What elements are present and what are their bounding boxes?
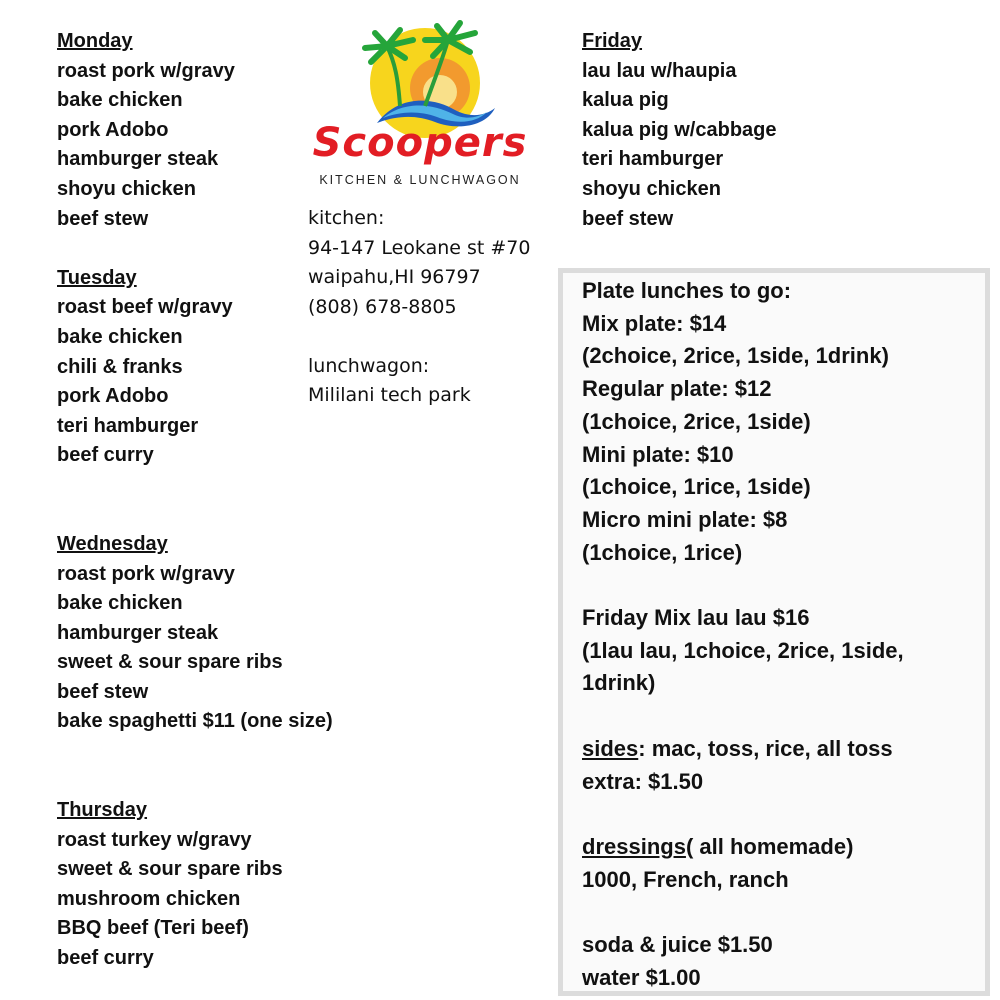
micro-plate-desc: (1choice, 1rice) [582,539,743,565]
menu-item: bake chicken [57,592,183,615]
mini-plate: Mini plate: $10 [582,441,734,467]
logo-name: Scoopers [312,120,528,166]
water-price: water $1.00 [582,964,701,990]
menu-item: kalua pig w/cabbage [582,118,777,141]
lunchwagon-label: lunchwagon: [308,354,430,377]
menu-item: pork Adobo [57,118,169,141]
mini-plate-desc: (1choice, 1rice, 1side) [582,474,811,500]
menu-friday-column [582,27,777,234]
micro-plate: Micro mini plate: $8 [582,506,788,532]
menu-left-column [57,27,333,974]
menu-item: bake spaghetti $11 (one size) [57,710,333,733]
regular-plate-desc: (1choice, 2rice, 1side) [582,408,811,434]
day-heading-tuesday: Tuesday [57,266,137,289]
plate-lunch-box [558,268,990,996]
dressings-list: 1000, French, ranch [582,866,789,892]
menu-item: beef curry [57,947,154,970]
menu-item: hamburger steak [57,621,219,644]
day-heading-wednesday: Wednesday [57,532,168,555]
friday-mix-desc-cont: 1drink) [582,670,656,696]
menu-item: teri hamburger [57,414,199,437]
menu-item: roast pork w/gravy [57,59,235,82]
menu-item: bake chicken [57,325,183,348]
menu-item: mushroom chicken [57,887,241,910]
sides-label: sides [582,735,639,761]
friday-mix-desc: (1lau lau, 1choice, 2rice, 1side, [582,637,904,663]
menu-item: beef curry [57,444,154,467]
menu-item: pork Adobo [57,385,169,408]
logo-subtitle: KITCHEN & LUNCHWAGON [319,173,521,187]
phone-number: (808) 678-8805 [308,295,457,318]
menu-item: sweet & sour spare ribs [57,651,283,674]
day-heading-friday: Friday [582,30,643,52]
menu-item: teri hamburger [582,148,724,171]
menu-item: shoyu chicken [57,177,196,200]
menu-item: sweet & sour spare ribs [57,858,283,881]
sides-extra: extra: $1.50 [582,768,704,794]
dressings-line [582,831,977,864]
menu-item: beef stew [57,680,149,703]
contact-info [308,204,530,411]
menu-item: kalua pig [582,89,669,112]
menu-item: BBQ beef (Teri beef) [57,917,249,940]
menu-item: beef stew [582,207,674,230]
kitchen-label: kitchen: [308,207,385,229]
menu-item: beef stew [57,207,149,230]
menu-item: roast turkey w/gravy [57,828,252,851]
menu-item: bake chicken [57,89,183,112]
kitchen-address-line1: 94-147 Leokane st #70 [308,236,531,259]
menu-item: roast beef w/gravy [57,296,233,319]
dressings-note: ( all homemade) [685,833,854,859]
menu-item: shoyu chicken [582,177,721,200]
menu-item: roast pork w/gravy [57,562,235,585]
soda-price: soda & juice $1.50 [582,932,773,957]
dressings-label: dressings [582,833,686,859]
sides-line [582,733,977,766]
kitchen-address-line2: waipahu,HI 96797 [308,266,481,288]
mix-plate-desc: (2choice, 2rice, 1side, 1drink) [582,343,889,369]
plates-title: Plate lunches to go: [582,278,792,303]
day-heading-thursday: Thursday [57,799,148,822]
lunchwagon-location: Mililani tech park [308,384,471,406]
day-heading-monday: Monday [57,30,133,52]
menu-item: chili & franks [57,355,183,378]
sides-text: : mac, toss, rice, all toss [638,735,893,761]
regular-plate: Regular plate: $12 [582,376,772,402]
menu-item: hamburger steak [57,148,219,171]
menu-item: lau lau w/haupia [582,59,737,82]
friday-mix: Friday Mix lau lau $16 [582,605,810,631]
scoopers-logo [305,18,540,193]
mix-plate: Mix plate: $14 [582,310,727,336]
